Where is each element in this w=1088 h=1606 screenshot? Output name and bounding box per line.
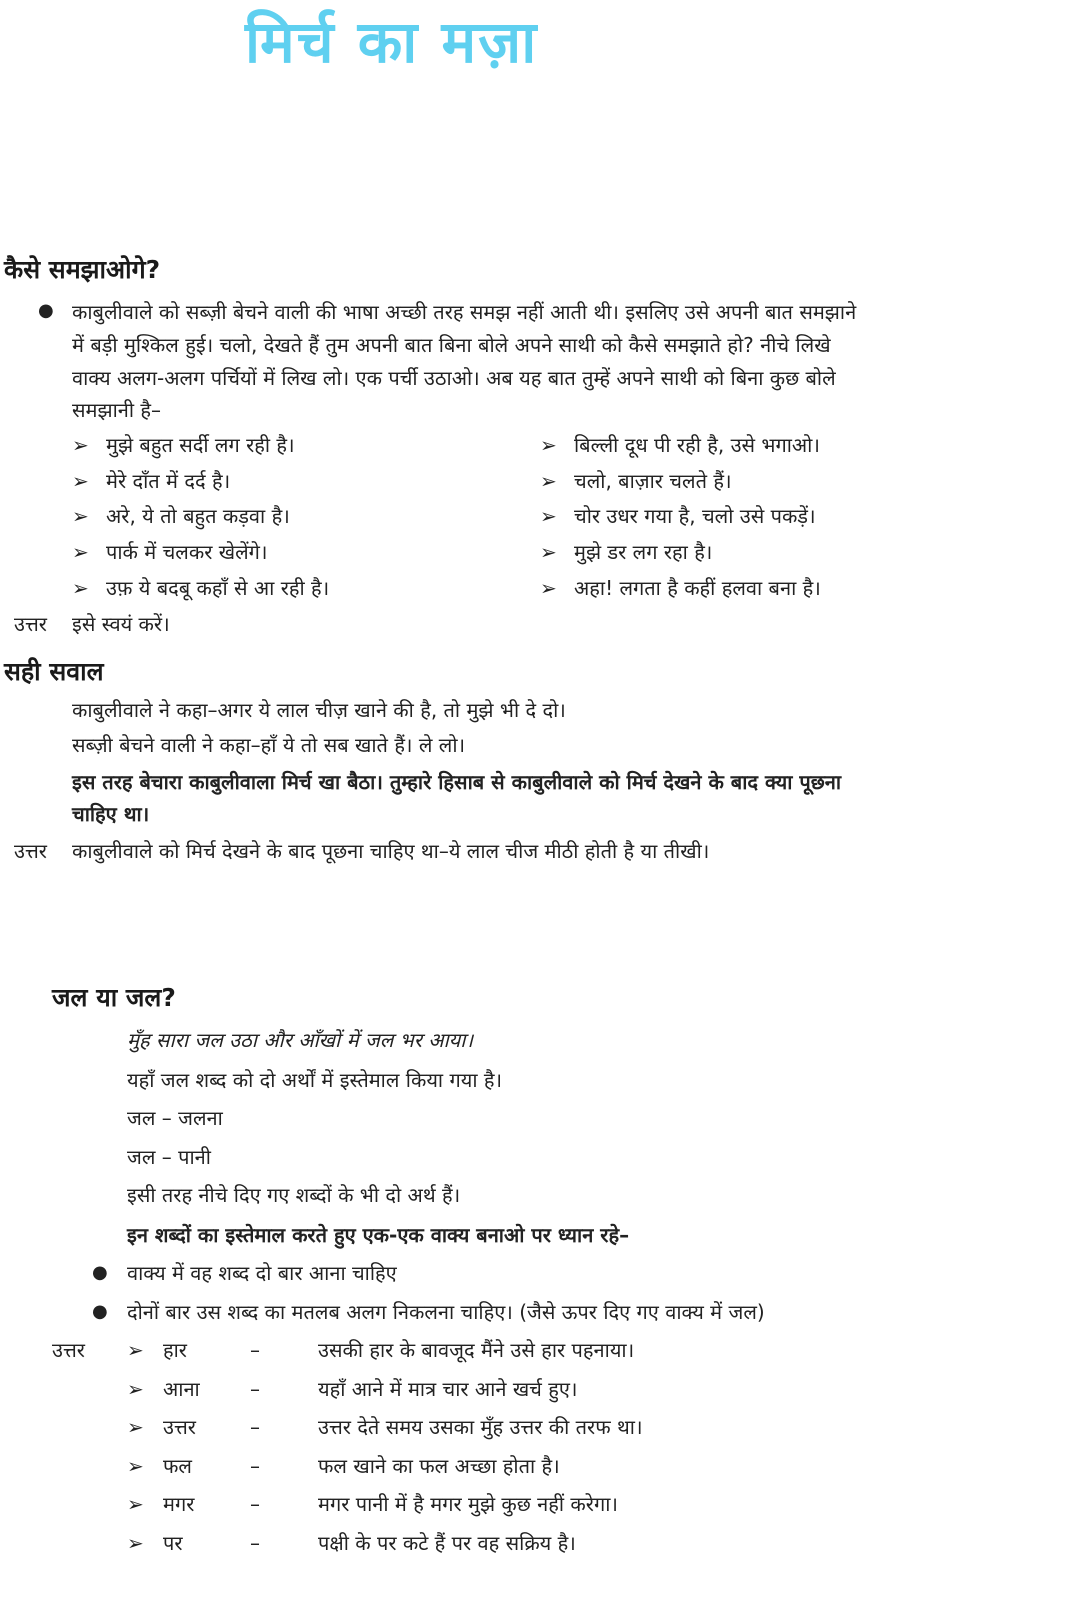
meaning-line: जल – पानी <box>127 1145 211 1169</box>
arrow-icon: ➢ <box>127 1376 144 1401</box>
section-heading-sahi-sawal: सही सवाल <box>4 657 104 686</box>
answer-sentence: यहाँ आने में मात्र चार आने खर्च हुए। <box>318 1376 578 1401</box>
answer-word: उत्तर <box>163 1415 196 1440</box>
dash: – <box>250 1492 260 1517</box>
dash: – <box>250 1415 260 1440</box>
list-item-right: चलो, बाज़ार चलते हैं। <box>574 468 732 493</box>
paragraph-line: समझानी है– <box>72 398 162 422</box>
section-heading-jal-ya-jal: जल या जल? <box>52 983 176 1012</box>
paragraph-line: वाक्य अलग-अलग पर्चियों में लिख लो। एक पर्ची उठाओ। अब यह बात तुम्हें अपने साथी को बिना कुछ बोले <box>72 366 836 390</box>
answer-sentence: फल खाने का फल अच्छा होता है। <box>318 1453 560 1478</box>
paragraph-line: में बड़ी मुश्किल हुई। चलो, देखते हैं तुम अपनी बात बिना बोले अपने साथी को कैसे समझाते हो? नीचे लिखे <box>72 333 831 357</box>
task-line: इन शब्दों का इस्तेमाल करते हुए एक-एक वाक्य बनाओ पर ध्यान रहे– <box>127 1223 630 1247</box>
answer-label: उत्तर <box>14 612 47 636</box>
answer-text: काबुलीवाले को मिर्च देखने के बाद पूछना चाहिए था–ये लाल चीज मीठी होती है या तीखी। <box>72 839 710 863</box>
arrow-icon: ➢ <box>127 1415 144 1440</box>
arrow-icon: ➢ <box>540 468 557 493</box>
rule-line: वाक्य में वह शब्द दो बार आना चाहिए <box>127 1261 397 1285</box>
list-item-left: अरे, ये तो बहुत कड़वा है। <box>106 504 290 529</box>
list-item-right: बिल्ली दूध पी रही है, उसे भगाओ। <box>574 433 820 457</box>
meaning-line: जल – जलना <box>127 1106 223 1130</box>
arrow-icon: ➢ <box>72 468 89 493</box>
arrow-icon: ➢ <box>72 433 89 457</box>
arrow-icon: ➢ <box>72 575 89 600</box>
answer-word: आना <box>163 1376 200 1401</box>
answer-text: इसे स्वयं करें। <box>72 612 170 636</box>
arrow-icon: ➢ <box>540 504 557 529</box>
arrow-icon: ➢ <box>72 540 89 565</box>
bullet-icon: ● <box>92 1301 108 1322</box>
section-heading-kaise-samjhaoge: कैसे समझाओगे? <box>4 255 161 284</box>
arrow-icon: ➢ <box>540 575 557 600</box>
answer-sentence: उत्तर देते समय उसका मुँह उत्तर की तरफ था। <box>318 1415 643 1440</box>
answer-word: फल <box>163 1453 192 1478</box>
answer-word: हार <box>163 1338 187 1362</box>
answer-label: उत्तर <box>52 1338 85 1362</box>
arrow-icon: ➢ <box>127 1453 144 1478</box>
dash: – <box>250 1376 260 1401</box>
answer-sentence: पक्षी के पर कटे हैं पर वह सक्रिय है। <box>318 1531 576 1555</box>
question-line: चाहिए था। <box>72 802 150 826</box>
answer-sentence: उसकी हार के बावजूद मैंने उसे हार पहनाया। <box>318 1338 635 1362</box>
arrow-icon: ➢ <box>540 433 557 457</box>
list-item-right: अहा! लगता है कहीं हलवा बना है। <box>574 575 821 600</box>
bullet-icon: ● <box>92 1262 108 1283</box>
arrow-icon: ➢ <box>127 1338 144 1362</box>
bullet-icon: ● <box>38 300 54 321</box>
list-item-left: उफ़ ये बदबू कहाँ से आ रही है। <box>106 575 330 600</box>
usage-line: यहाँ जल शब्द को दो अर्थों में इस्तेमाल किया गया है। <box>127 1068 503 1092</box>
arrow-icon: ➢ <box>127 1531 144 1555</box>
list-item-left: पार्क में चलकर खेलेंगे। <box>106 540 268 565</box>
question-line: इस तरह बेचारा काबुलीवाला मिर्च खा बैठा। तुम्हारे हिसाब से काबुलीवाले को मिर्च देखने के बाद क्या पूछना <box>72 770 842 794</box>
dash: – <box>250 1531 260 1555</box>
arrow-icon: ➢ <box>540 540 557 565</box>
paragraph-line: काबुलीवाले ने कहा–अगर ये लाल चीज़ खाने की है, तो मुझे भी दे दो। <box>72 698 566 722</box>
rule-line: दोनों बार उस शब्द का मतलब अलग निकलना चाहिए। (जैसे ऊपर दिए गए वाक्य में जल) <box>127 1300 765 1324</box>
list-item-left: मुझे बहुत सर्दी लग रही है। <box>106 433 295 457</box>
dash: – <box>250 1338 260 1362</box>
answer-word: मगर <box>163 1492 195 1517</box>
paragraph-line: काबुलीवाले को सब्ज़ी बेचने वाली की भाषा अच्छी तरह समझ नहीं आती थी। इसलिए उसे अपनी बात समझाने <box>72 300 857 324</box>
example-sentence: मुँह सारा जल उठा और आँखों में जल भर आया। <box>127 1028 474 1052</box>
paragraph-line: सब्ज़ी बेचने वाली ने कहा–हाँ ये तो सब खाते हैं। ले लो। <box>72 733 466 757</box>
answer-label: उत्तर <box>14 839 47 863</box>
list-item-right: मुझे डर लग रहा है। <box>574 540 713 565</box>
dash: – <box>250 1453 260 1478</box>
answer-sentence: मगर पानी में है मगर मुझे कुछ नहीं करेगा। <box>318 1492 618 1517</box>
page-title: मिर्च का मज़ा <box>245 8 539 76</box>
answer-word: पर <box>163 1531 183 1555</box>
list-item-left: मेरे दाँत में दर्द है। <box>106 468 231 493</box>
list-item-right: चोर उधर गया है, चलो उसे पकड़ें। <box>574 504 816 529</box>
arrow-icon: ➢ <box>72 504 89 529</box>
arrow-icon: ➢ <box>127 1492 144 1517</box>
intro-line: इसी तरह नीचे दिए गए शब्दों के भी दो अर्थ हैं। <box>127 1183 461 1207</box>
